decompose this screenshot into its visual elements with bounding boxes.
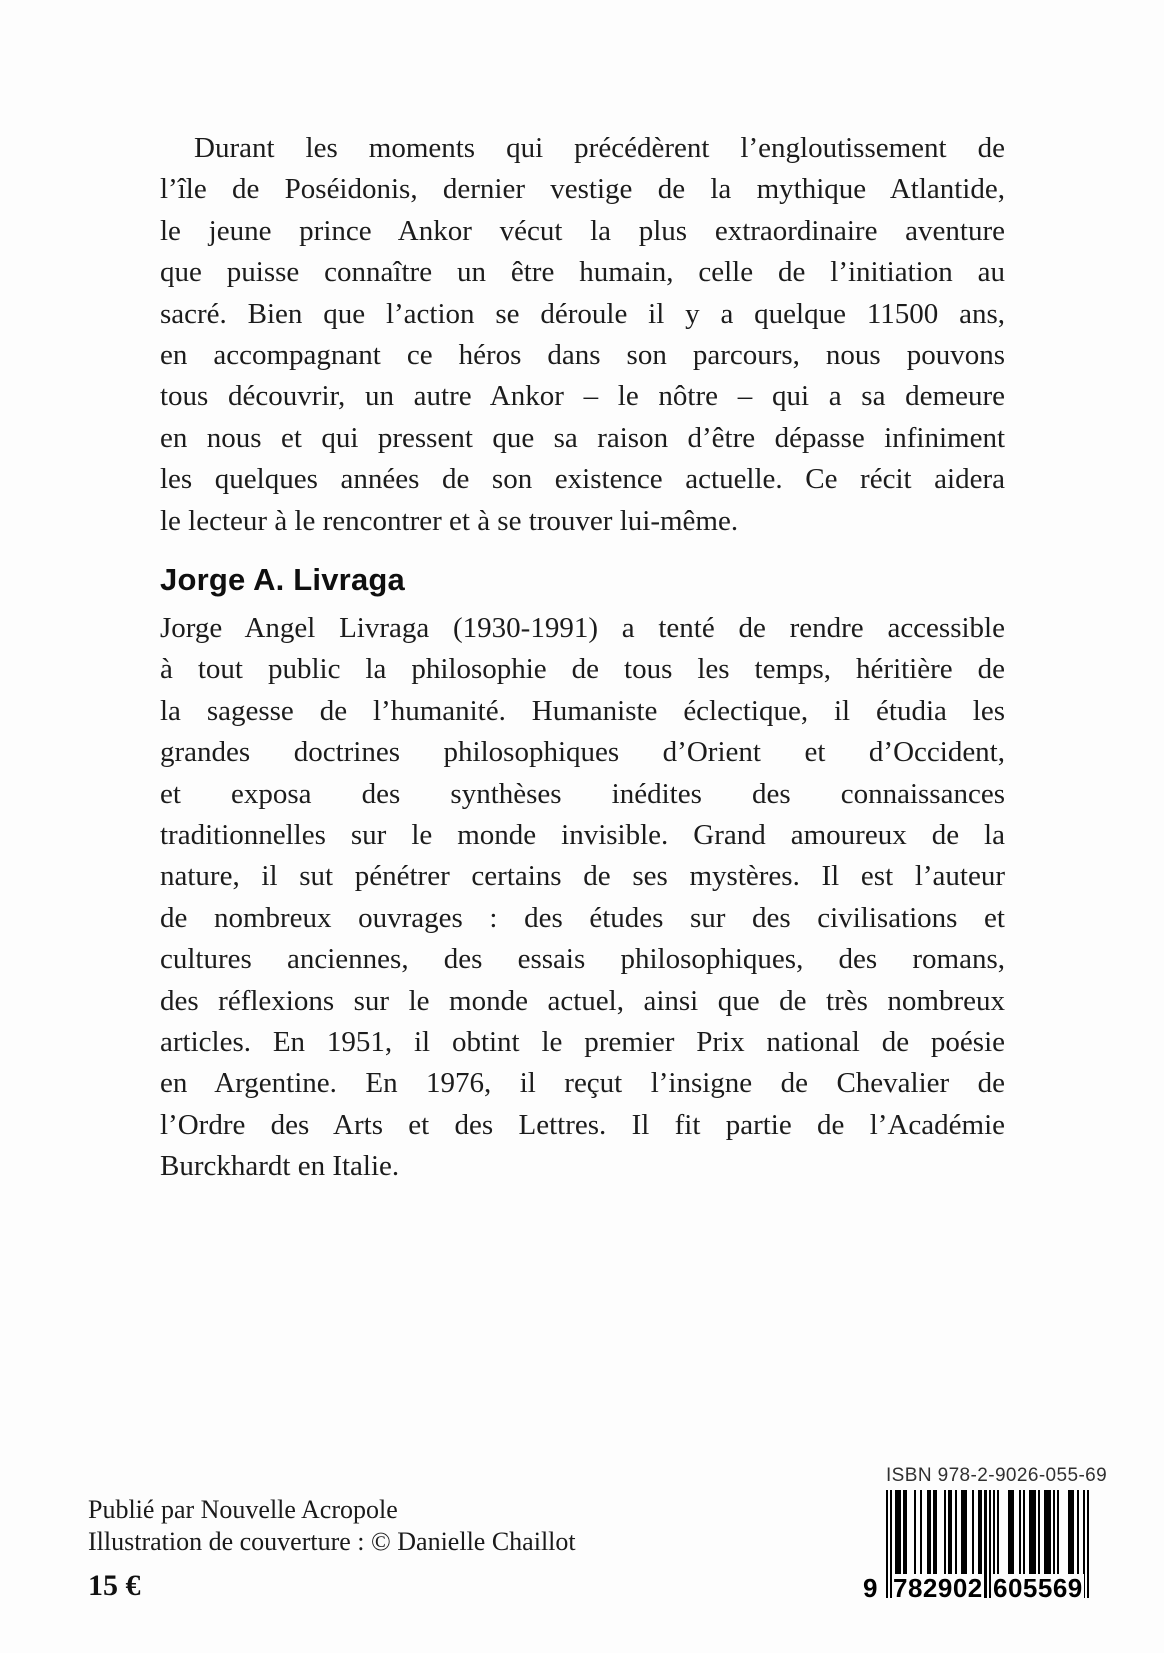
- ean13-digit-group: 9: [863, 1573, 878, 1603]
- text-line: Burckhardt en Italie.: [160, 1150, 400, 1183]
- text-line: en accompagnant ce héros dans son parcours, nous pouvons: [160, 339, 1005, 372]
- isbn-barcode: [862, 1465, 1108, 1606]
- text-line: cultures anciennes, des essais philosophiques, des romans,: [160, 943, 1005, 976]
- text-line: et exposa des synthèses inédites des connaissances: [160, 777, 1005, 810]
- price-label: 15 €: [88, 1569, 141, 1602]
- author-name-heading: Jorge A. Livraga: [160, 562, 405, 597]
- text-line: la sagesse de l’humanité. Humaniste éclectique, il étudia les: [160, 694, 1005, 727]
- text-line: des réflexions sur le monde actuel, ainsi que de très nombreux: [160, 984, 1005, 1017]
- publisher-line: Publié par Nouvelle Acropole: [88, 1495, 398, 1524]
- text-line: en nous et qui pressent que sa raison d’être dépasse infiniment: [160, 421, 1005, 454]
- text-line: en Argentine. En 1976, il reçut l’insigne de Chevalier de: [160, 1067, 1005, 1100]
- text-line: le lecteur à le rencontrer et à se trouver lui-même.: [160, 504, 739, 537]
- text-line: articles. En 1951, il obtint le premier Prix national de poésie: [160, 1026, 1005, 1059]
- text-line: de nombreux ouvrages : des études sur des civilisations et: [160, 901, 1005, 934]
- ean13-digit-group: 782902: [893, 1573, 983, 1603]
- text-line: sacré. Bien que l’action se déroule il y a quelque 11500 ans,: [160, 297, 1005, 330]
- isbn-number-label: ISBN 978-2-9026-055-69: [886, 1465, 1108, 1486]
- text-line: Jorge Angel Livraga (1930-1991) a tenté de rendre accessible: [160, 612, 1005, 644]
- text-line: grandes doctrines philosophiques d’Orient et d’Occident,: [160, 736, 1005, 769]
- text-line: les quelques années de son existence actuelle. Ce récit aidera: [160, 463, 1005, 496]
- text-line: l’Ordre des Arts et des Lettres. Il fit partie de l’Académie: [160, 1108, 1005, 1141]
- text-line: traditionnelles sur le monde invisible. Grand amoureux de la: [160, 819, 1005, 852]
- ean13-digits: [862, 1572, 1094, 1602]
- text-line: le jeune prince Ankor vécut la plus extraordinaire aventure: [160, 214, 1005, 247]
- text-line: à tout public la philosophie de tous les temps, héritière de: [160, 653, 1005, 686]
- illustration-credit-line: Illustration de couverture : © Danielle Chaillot: [88, 1526, 576, 1556]
- synopsis-paragraph: [160, 128, 1005, 542]
- text-line: tous découvrir, un autre Ankor – le nôtre – qui a sa demeure: [160, 380, 1005, 413]
- text-line: l’île de Poséidonis, dernier vestige de la mythique Atlantide,: [160, 173, 1005, 206]
- ean13-digit-group: 605569: [993, 1573, 1083, 1603]
- text-line: nature, il sut pénétrer certains de ses mystères. Il est l’auteur: [160, 860, 1005, 893]
- author-bio-paragraph: [160, 608, 1005, 1188]
- publisher-credits-block: [88, 1494, 576, 1602]
- text-line: Durant les moments qui précédèrent l’engloutissement de: [194, 132, 1005, 164]
- text-line: que puisse connaître un être humain, celle de l’initiation au: [160, 256, 1005, 289]
